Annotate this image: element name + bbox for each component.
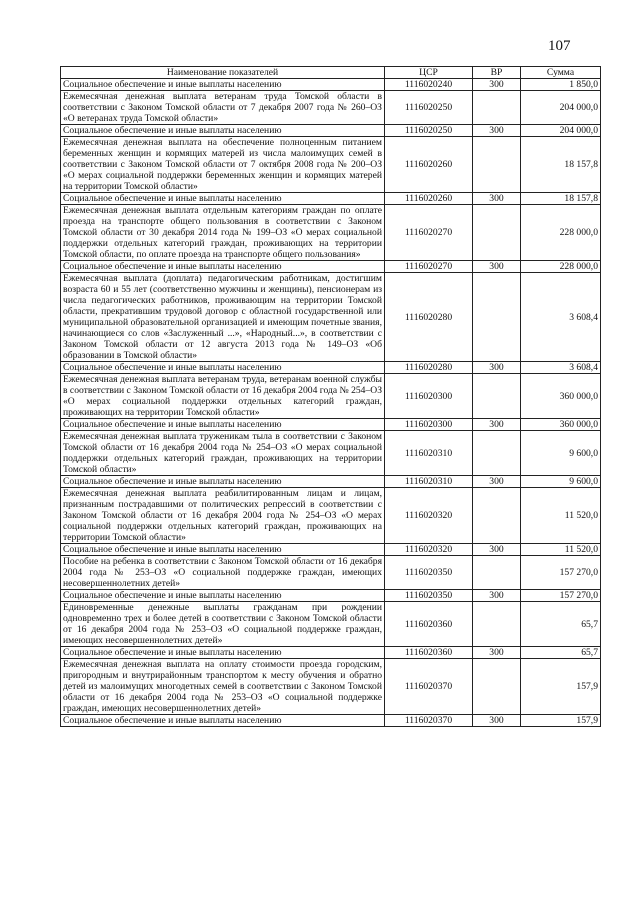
cell-vr: 300 bbox=[473, 715, 521, 727]
cell-vr: 300 bbox=[473, 647, 521, 659]
cell-vr: 300 bbox=[473, 193, 521, 205]
cell-csr: 1116020250 bbox=[385, 91, 473, 125]
cell-sum: 157,9 bbox=[521, 659, 601, 715]
cell-csr: 1116020280 bbox=[385, 273, 473, 362]
cell-sum: 157 270,0 bbox=[521, 590, 601, 602]
table-body bbox=[61, 79, 601, 727]
cell-csr: 1116020360 bbox=[385, 602, 473, 647]
cell-csr: 1116020350 bbox=[385, 556, 473, 590]
cell-sum: 3 608,4 bbox=[521, 362, 601, 374]
cell-name: Ежемесячная денежная выплата на обеспечение полноценным питанием беременных женщин и кормящих матерей из числа малоимущих семей в соответствии с Законом Томской области от 7 октября 2008 года № 200–ОЗ «О мерах социальной поддержки беременных женщин и кормящих матерей на территории Томской области» bbox=[61, 137, 385, 193]
cell-vr: 300 bbox=[473, 590, 521, 602]
table-row bbox=[61, 205, 601, 261]
cell-name: Социальное обеспечение и иные выплаты населению bbox=[61, 79, 385, 91]
cell-name: Социальное обеспечение и иные выплаты населению bbox=[61, 647, 385, 659]
cell-sum: 9 600,0 bbox=[521, 431, 601, 476]
cell-name: Ежемесячная выплата (доплата) педагогическим работникам, достигшим возраста 60 и 55 лет (соответственно мужчины и женщины), пенсионерам из числа педагогических работников, проживающим на территории Томской области, прекратившим трудовой договор с областной государственной или муниципальной образовательной организацией и имеющим почетные звания, начинающиеся со слов «Заслуженный ...», «Народный...», в соответствии с Законом Томской области от 12 августа 2013 года № 149–ОЗ «Об образовании в Томской области» bbox=[61, 273, 385, 362]
cell-vr: 300 bbox=[473, 419, 521, 431]
cell-csr: 1116020250 bbox=[385, 125, 473, 137]
cell-csr: 1116020320 bbox=[385, 544, 473, 556]
table-row bbox=[61, 79, 601, 91]
cell-name: Ежемесячная денежная выплата на оплату стоимости проезда городским, пригородным и внутрирайонным транспортом к месту обучения и обратно детей из малоимущих многодетных семей в соответствии с Законом Томской области от 16 декабря 2004 года № 253–ОЗ «О социальной поддержке граждан, имеющих несовершеннолетних детей» bbox=[61, 659, 385, 715]
cell-sum: 11 520,0 bbox=[521, 544, 601, 556]
cell-csr: 1116020310 bbox=[385, 476, 473, 488]
table-row bbox=[61, 488, 601, 544]
cell-csr: 1116020370 bbox=[385, 659, 473, 715]
table-row bbox=[61, 374, 601, 419]
cell-sum: 360 000,0 bbox=[521, 419, 601, 431]
cell-csr: 1116020300 bbox=[385, 419, 473, 431]
cell-name: Социальное обеспечение и иные выплаты населению bbox=[61, 125, 385, 137]
cell-csr: 1116020240 bbox=[385, 79, 473, 91]
cell-csr: 1116020350 bbox=[385, 590, 473, 602]
cell-sum: 11 520,0 bbox=[521, 488, 601, 544]
cell-vr bbox=[473, 659, 521, 715]
cell-vr: 300 bbox=[473, 125, 521, 137]
cell-name: Социальное обеспечение и иные выплаты населению bbox=[61, 193, 385, 205]
cell-sum: 18 157,8 bbox=[521, 137, 601, 193]
table-row bbox=[61, 431, 601, 476]
cell-name: Социальное обеспечение и иные выплаты населению bbox=[61, 544, 385, 556]
cell-csr: 1116020360 bbox=[385, 647, 473, 659]
table-row bbox=[61, 476, 601, 488]
cell-csr: 1116020310 bbox=[385, 431, 473, 476]
cell-name: Ежемесячная денежная выплата ветеранам труда, ветеранам военной службы в соответствии с Законом Томской области от 16 декабря 2004 года № 254–ОЗ «О мерах социальной поддержки отдельных категорий граждан, проживающих на территории Томской области» bbox=[61, 374, 385, 419]
table-header-row bbox=[61, 67, 601, 79]
cell-sum: 65,7 bbox=[521, 602, 601, 647]
table-row bbox=[61, 91, 601, 125]
table-row bbox=[61, 647, 601, 659]
cell-name: Единовременные денежные выплаты гражданам при рождении одновременно трех и более детей в соответствии с Законом Томской области от 16 декабря 2004 года № 253–ОЗ «О социальной поддержке граждан, имеющих несовершеннолетних детей» bbox=[61, 602, 385, 647]
cell-sum: 204 000,0 bbox=[521, 91, 601, 125]
cell-sum: 360 000,0 bbox=[521, 374, 601, 419]
table-row bbox=[61, 125, 601, 137]
table-row bbox=[61, 193, 601, 205]
cell-vr bbox=[473, 374, 521, 419]
cell-vr bbox=[473, 602, 521, 647]
table-row bbox=[61, 362, 601, 374]
cell-name: Пособие на ребенка в соответствии с Законом Томской области от 16 декабря 2004 года № 253–ОЗ «О социальной поддержке граждан, имеющих несовершеннолетних детей» bbox=[61, 556, 385, 590]
table-row bbox=[61, 590, 601, 602]
cell-sum: 18 157,8 bbox=[521, 193, 601, 205]
cell-vr bbox=[473, 273, 521, 362]
cell-name: Ежемесячная денежная выплата реабилитированным лицам и лицам, признанным пострадавшими от политических репрессий в соответствии с Законом Томской области от 16 декабря 2004 года № 254–ОЗ «О мерах социальной поддержки отдельных категорий граждан, проживающих на территории Томской области» bbox=[61, 488, 385, 544]
cell-vr: 300 bbox=[473, 476, 521, 488]
cell-sum: 228 000,0 bbox=[521, 205, 601, 261]
table-row bbox=[61, 261, 601, 273]
cell-name: Социальное обеспечение и иные выплаты населению bbox=[61, 362, 385, 374]
cell-name: Ежемесячная денежная выплата труженикам тыла в соответствии с Законом Томской области от 16 декабря 2004 года № 254–ОЗ «О мерах социальной поддержки отдельных категорий граждан, проживающих на территории Томской области» bbox=[61, 431, 385, 476]
cell-vr bbox=[473, 137, 521, 193]
budget-table bbox=[60, 66, 601, 727]
cell-sum: 65,7 bbox=[521, 647, 601, 659]
cell-name: Ежемесячная денежная выплата отдельным категориям граждан по оплате проезда на транспорте общего пользования в соответствии с Законом Томской области от 30 декабря 2014 года № 199–ОЗ «О мерах социальной поддержки отдельных категорий граждан, проживающих на территории Томской области, по оплате проезда на транспорте общего пользования» bbox=[61, 205, 385, 261]
cell-csr: 1116020370 bbox=[385, 715, 473, 727]
header-csr: ЦСР bbox=[385, 67, 473, 79]
cell-csr: 1116020270 bbox=[385, 205, 473, 261]
table-row bbox=[61, 419, 601, 431]
table-row bbox=[61, 602, 601, 647]
cell-sum: 157 270,0 bbox=[521, 556, 601, 590]
cell-name: Социальное обеспечение и иные выплаты населению bbox=[61, 261, 385, 273]
table-row bbox=[61, 137, 601, 193]
cell-vr bbox=[473, 91, 521, 125]
cell-vr bbox=[473, 556, 521, 590]
cell-sum: 204 000,0 bbox=[521, 125, 601, 137]
cell-vr bbox=[473, 431, 521, 476]
header-sum: Сумма bbox=[521, 67, 601, 79]
cell-vr: 300 bbox=[473, 261, 521, 273]
cell-name: Социальное обеспечение и иные выплаты населению bbox=[61, 715, 385, 727]
page-number: 107 bbox=[548, 38, 571, 54]
cell-sum: 3 608,4 bbox=[521, 273, 601, 362]
cell-csr: 1116020280 bbox=[385, 362, 473, 374]
cell-vr: 300 bbox=[473, 362, 521, 374]
table-row bbox=[61, 556, 601, 590]
table-row bbox=[61, 659, 601, 715]
cell-sum: 9 600,0 bbox=[521, 476, 601, 488]
header-name: Наименование показателей bbox=[61, 67, 385, 79]
cell-vr: 300 bbox=[473, 79, 521, 91]
cell-csr: 1116020260 bbox=[385, 137, 473, 193]
table-row bbox=[61, 715, 601, 727]
cell-vr bbox=[473, 205, 521, 261]
cell-sum: 157,9 bbox=[521, 715, 601, 727]
cell-name: Ежемесячная денежная выплата ветеранам труда Томской области в соответствии с Законом Томской области от 7 декабря 2007 года № 260–ОЗ «О ветеранах труда Томской области» bbox=[61, 91, 385, 125]
cell-vr bbox=[473, 488, 521, 544]
cell-csr: 1116020320 bbox=[385, 488, 473, 544]
header-vr: ВР bbox=[473, 67, 521, 79]
cell-vr: 300 bbox=[473, 544, 521, 556]
cell-csr: 1116020260 bbox=[385, 193, 473, 205]
cell-sum: 228 000,0 bbox=[521, 261, 601, 273]
cell-csr: 1116020270 bbox=[385, 261, 473, 273]
cell-name: Социальное обеспечение и иные выплаты населению bbox=[61, 590, 385, 602]
cell-csr: 1116020300 bbox=[385, 374, 473, 419]
table-row bbox=[61, 544, 601, 556]
cell-name: Социальное обеспечение и иные выплаты населению bbox=[61, 419, 385, 431]
cell-sum: 1 850,0 bbox=[521, 79, 601, 91]
cell-name: Социальное обеспечение и иные выплаты населению bbox=[61, 476, 385, 488]
table-row bbox=[61, 273, 601, 362]
